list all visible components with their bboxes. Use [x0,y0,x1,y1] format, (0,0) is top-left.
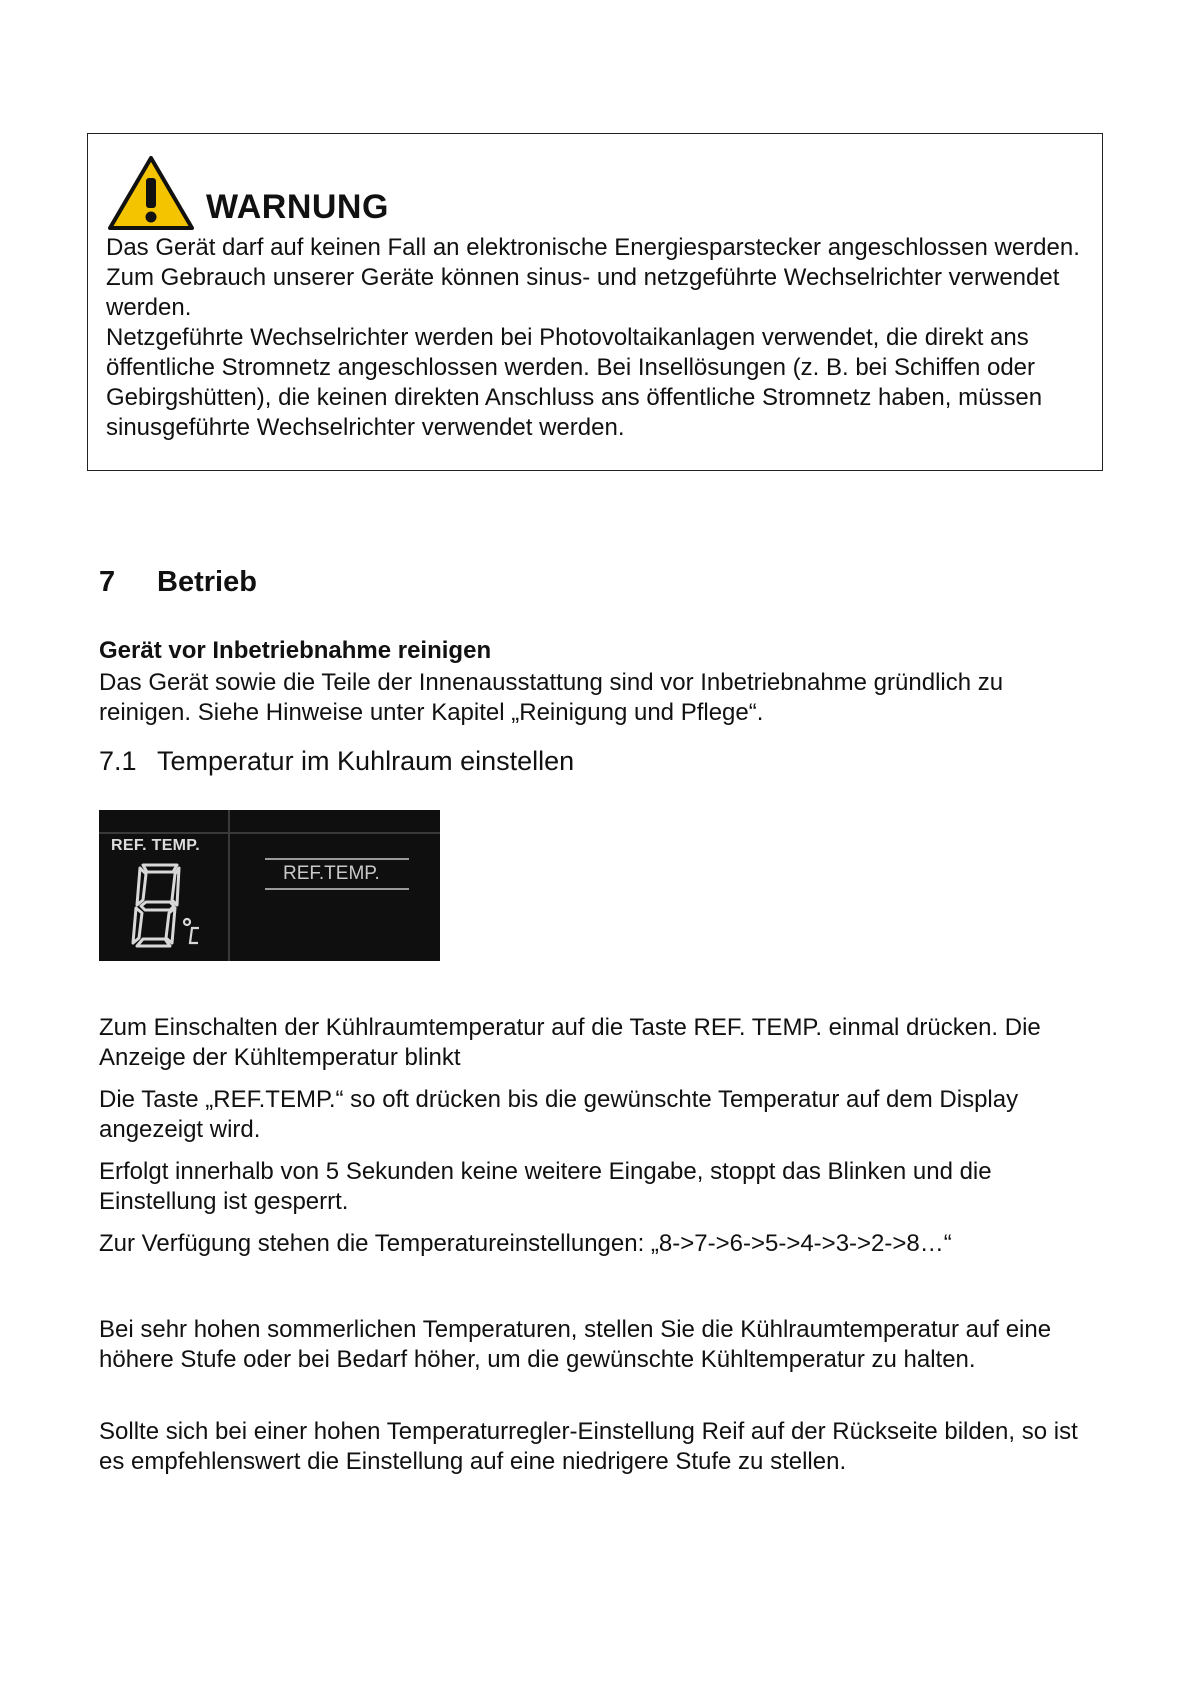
cleaning-text: Das Gerät sowie die Teile der Innenausstattung sind vor Inbetriebnahme gründlich zu reinigen. Siehe Hinweise unter Kapitel „Reinigung und Pflege“. [99,669,1004,726]
warning-line: Das Gerät darf auf keinen Fall an elektronische Energiesparstecker angeschlossen werden. [106,234,1080,261]
celsius-unit-icon [184,919,199,943]
warning-title: WARNUNG [206,188,389,226]
instruction-paragraph: Die Taste „REF.TEMP.“ so oft drücken bis die gewünschte Temperatur auf dem Display angezeigt wird. [99,1086,1019,1143]
instruction-paragraph: Erfolgt innerhalb von 5 Sekunden keine weitere Eingabe, stoppt das Blinken und die Einstellung ist gesperrt. [99,1158,992,1215]
instruction-paragraph: Bei sehr hohen sommerlichen Temperaturen, stellen Sie die Kühlraumtemperatur auf eine höhere Stufe oder bei Bedarf höher, um die gewünschte Kühltemperatur zu halten. [99,1316,1052,1373]
temperature-settings-paragraph: Zur Verfügung stehen die Temperatureinstellungen: „8->7->6->5->4->3->2->8…“ [99,1230,952,1257]
warning-line: Netzgeführte Wechselrichter werden bei Photovoltaikanlagen verwendet, die direkt ans öffentliche Stromnetz angeschlossen werden. Bei Insellösungen (z. B. bei Schiffen oder Gebirgshütten), die keinen direkten Anschluss ans öffentliche Stromnetz haben, müssen sinusgeführte Wechselrichter verwendet werden. [106,324,1043,441]
subsection-title: Temperatur im Kuhlraum einstellen [157,746,575,776]
temperature-display-image [99,810,440,961]
warning-line: Zum Gebrauch unserer Geräte können sinus- und netzgeführte Wechselrichter verwendet werden. [106,264,1060,321]
subsection-number: 7.1 [99,746,137,776]
section-title: Betrieb [157,566,257,598]
warning-box [87,133,1103,471]
cleaning-heading: Gerät vor Inbetriebnahme reinigen [99,637,492,664]
instruction-paragraph: Sollte sich bei einer hohen Temperaturregler-Einstellung Reif auf der Rückseite bilden, so ist es empfehlenswert die Einstellung auf eine niedrigere Stufe zu stellen. [99,1418,1078,1475]
section-number: 7 [99,566,116,598]
display-label-ref-temp: REF. TEMP. [111,837,200,854]
instruction-paragraph: Zum Einschalten der Kühlraumtemperatur auf die Taste REF. TEMP. einmal drücken. Die Anzeige der Kühltemperatur blinkt [99,1014,1041,1071]
warning-triangle-icon [106,154,196,232]
ref-temp-button-label: REF.TEMP. [283,863,380,884]
display-graphics [99,810,440,961]
seven-segment-digit [133,865,179,946]
warning-text [106,233,1096,443]
subsection-heading [99,746,574,777]
section-heading [99,566,257,599]
